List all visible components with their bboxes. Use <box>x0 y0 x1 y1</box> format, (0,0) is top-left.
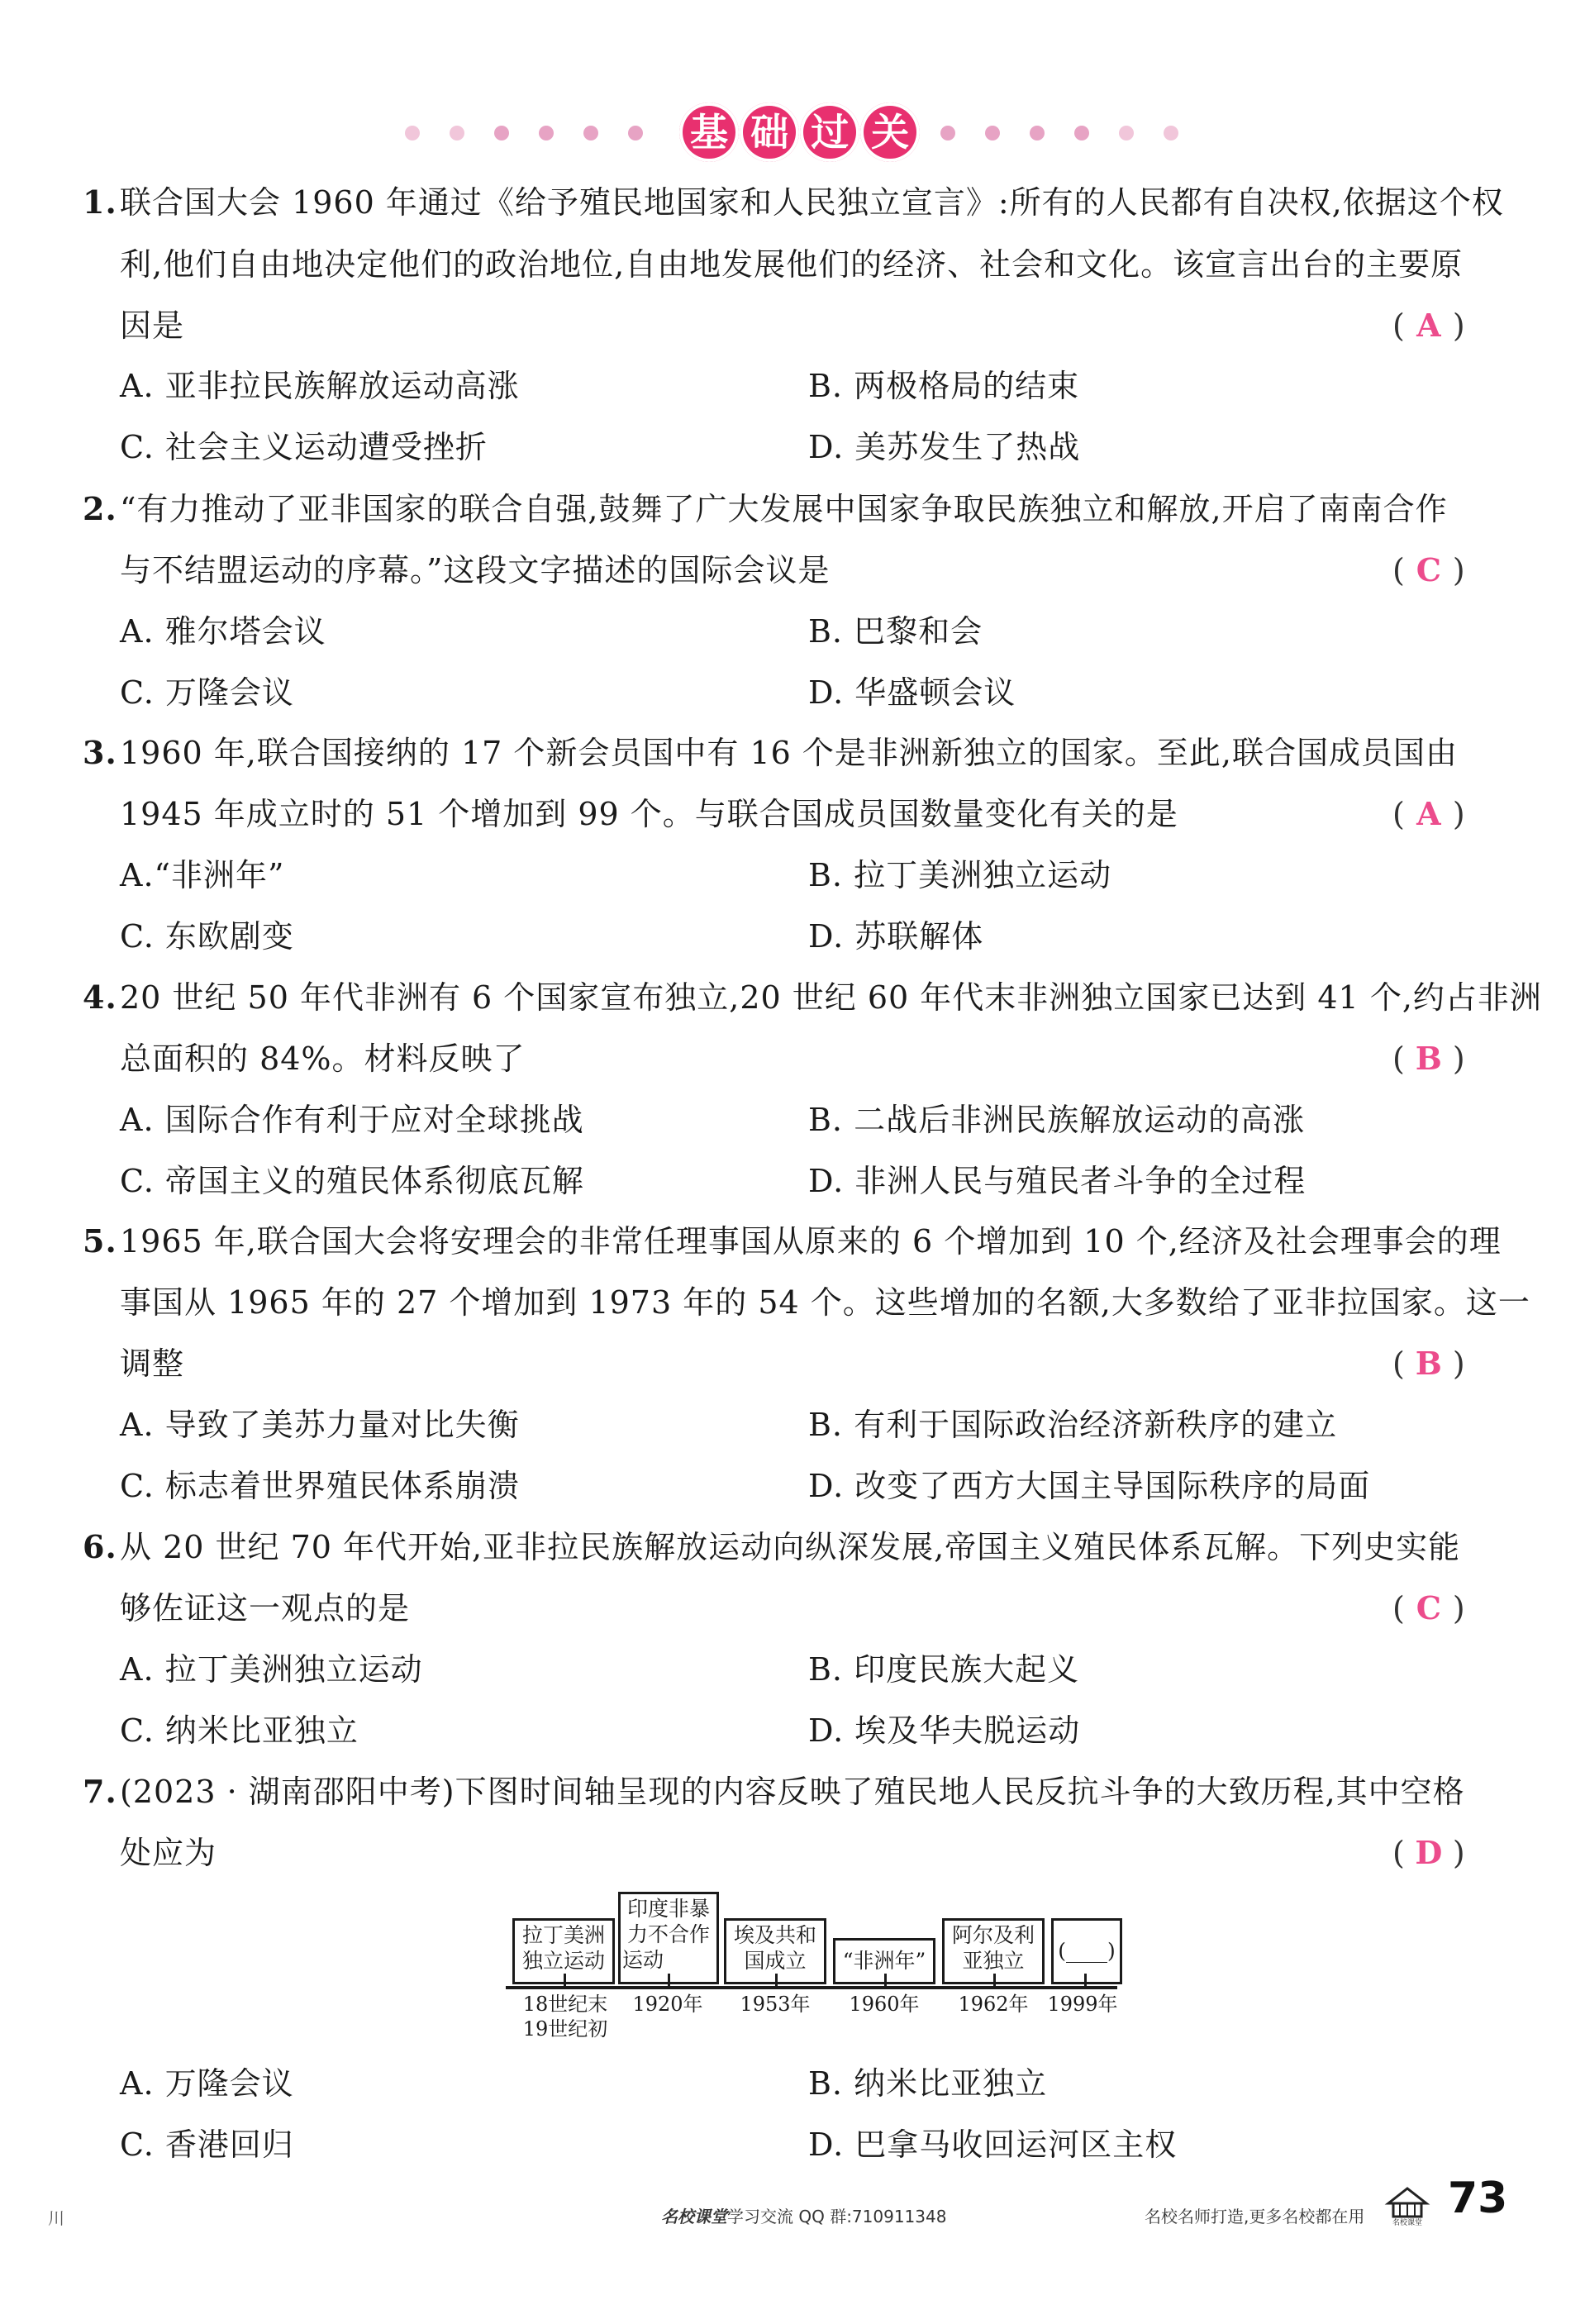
question-text: “有力推动了亚非国家的联合自强,鼓舞了广大发展中国家争取民族独立和解放,开启了南南合作 <box>120 491 1448 527</box>
brand-logo-icon <box>1382 2179 1433 2226</box>
timeline-event: 拉丁美洲 独立运动 <box>512 1918 615 1984</box>
dot-icon <box>1119 126 1134 140</box>
timeline-blank: (____) <box>1051 1918 1122 1984</box>
question-text: 1965 年,联合国大会将安理会的非常任理事国从原来的 6 个增加到 10 个,经济及社会理事会的理 <box>120 1223 1502 1260</box>
option-b: B. 拉丁美洲独立运动 <box>808 857 1112 893</box>
question-text: 调整 <box>120 1345 185 1382</box>
option-c: C. 标志着世界殖民体系崩溃 <box>120 1468 520 1504</box>
question-number: 5. <box>83 1222 117 1260</box>
question-number: 4. <box>83 979 117 1016</box>
question-text: 处应为 <box>120 1835 217 1871</box>
timeline-date: 18世纪末 19世纪初 <box>522 1993 608 2041</box>
option-a: A. 亚非拉民族解放运动高涨 <box>120 368 520 404</box>
banner-char: 基 <box>679 102 739 162</box>
question-text: 利,他们自由地决定他们的政治地位,自由地发展他们的经济、社会和文化。该宣言出台的主要原 <box>120 246 1464 283</box>
answer-letter: C <box>1416 551 1441 588</box>
option-a: A. 导致了美苏力量对比失衡 <box>120 1407 520 1443</box>
question-text: (2023 · 湖南邵阳中考)下图时间轴呈现的内容反映了殖民地人民反抗斗争的大致历程,其中空格 <box>120 1774 1465 1810</box>
dot-icon <box>494 126 509 140</box>
footer-region-mark: 川 <box>48 2208 64 2228</box>
answer-slot: ( B ) <box>1392 1345 1465 1382</box>
question-text: 1945 年成立时的 51 个增加到 99 个。与联合国成员国数量变化有关的是 <box>120 796 1178 832</box>
dot-icon <box>1164 126 1178 140</box>
answer-slot: ( C ) <box>1392 1589 1465 1626</box>
banner-char: 过 <box>800 102 859 162</box>
question-text: 事国从 1965 年的 27 个增加到 1973 年的 54 个。这些增加的名额,大多数给了亚非拉国家。这一 <box>120 1284 1530 1321</box>
svg-text:名校课堂: 名校课堂 <box>1392 2219 1423 2226</box>
timeline-tick <box>564 1974 566 1987</box>
option-b: B. 有利于国际政治经济新秩序的建立 <box>808 1407 1338 1443</box>
answer-letter: A <box>1416 307 1441 344</box>
option-c: C. 纳米比亚独立 <box>120 1712 359 1749</box>
option-d: D. 华盛顿会议 <box>808 674 1016 711</box>
answer-slot: ( A ) <box>1392 795 1465 832</box>
answer-slot: ( A ) <box>1392 307 1465 344</box>
section-banner <box>0 101 1585 167</box>
option-a: A. 雅尔塔会议 <box>120 613 326 650</box>
answer-letter: A <box>1416 795 1441 832</box>
footer-brand: 名校课堂 <box>661 2207 727 2226</box>
option-b: B. 巴黎和会 <box>808 613 983 650</box>
question-number: 3. <box>83 734 117 771</box>
option-d: D. 埃及华夫脱运动 <box>808 1712 1081 1749</box>
answer-letter: D <box>1415 1834 1443 1871</box>
footer-qq-group: 名校课堂学习交流 QQ 群:710911348 <box>661 2207 947 2226</box>
option-b: B. 二战后非洲民族解放运动的高涨 <box>808 1102 1306 1138</box>
timeline-date: 1960年 <box>849 1993 920 2016</box>
question-text: 从 20 世纪 70 年代开始,亚非拉民族解放运动向纵深发展,帝国主义殖民体系瓦解。下列史实能 <box>120 1529 1461 1565</box>
dot-icon <box>405 126 420 140</box>
option-c: C. 帝国主义的殖民体系彻底瓦解 <box>120 1163 584 1199</box>
timeline-tick <box>884 1974 887 1987</box>
dot-icon <box>1074 126 1089 140</box>
option-a: A. 国际合作有利于应对全球挑战 <box>120 1102 584 1138</box>
dot-icon <box>583 126 598 140</box>
option-c: C. 万隆会议 <box>120 674 294 711</box>
timeline-date: 1999年 <box>1047 1993 1118 2016</box>
question-text: 20 世纪 50 年代非洲有 6 个国家宣布独立,20 世纪 60 年代末非洲独立国家已达到 41 个,约占非洲 <box>120 979 1542 1016</box>
option-b: B. 纳米比亚独立 <box>808 2065 1048 2102</box>
question-text: 因是 <box>120 307 185 344</box>
question-text: 联合国大会 1960 年通过《给予殖民地国家和人民独立宣言》:所有的人民都有自决权,依据这个权 <box>120 184 1504 221</box>
timeline-date: 1920年 <box>632 1993 703 2016</box>
page-number: 73 <box>1448 2174 1508 2223</box>
timeline-tick <box>993 1974 996 1987</box>
footer-slogan: 名校名师打造,更多名校都在用 <box>1145 2207 1365 2226</box>
option-d: D. 苏联解体 <box>808 918 984 955</box>
dot-icon <box>940 126 955 140</box>
option-d: D. 改变了西方大国主导国际秩序的局面 <box>808 1468 1371 1504</box>
question-number: 7. <box>83 1773 117 1810</box>
option-a: A.“非洲年” <box>120 857 285 893</box>
dot-icon <box>450 126 464 140</box>
question-text: 总面积的 84%。材料反映了 <box>120 1041 526 1077</box>
timeline-event: 阿尔及利 亚独立 <box>942 1918 1045 1984</box>
option-b: B. 印度民族大起义 <box>808 1651 1080 1688</box>
option-c: C. 东欧剧变 <box>120 918 294 955</box>
option-c: C. 香港回归 <box>120 2126 294 2163</box>
timeline-axis <box>506 1986 1117 1989</box>
option-b: B. 两极格局的结束 <box>808 368 1080 404</box>
question-text: 与不结盟运动的序幕。”这段文字描述的国际会议是 <box>120 552 831 588</box>
timeline-event: 印度非暴 力不合作 运动 <box>618 1892 719 1984</box>
timeline-tick <box>1084 1974 1087 1987</box>
timeline-event: “非洲年” <box>833 1938 935 1984</box>
answer-slot: ( C ) <box>1392 551 1465 588</box>
question-text: 够佐证这一观点的是 <box>120 1590 411 1626</box>
answer-slot: ( D ) <box>1392 1834 1465 1871</box>
timeline-date: 1953年 <box>740 1993 811 2016</box>
question-number: 6. <box>83 1528 117 1565</box>
option-d: D. 巴拿马收回运河区主权 <box>808 2126 1178 2163</box>
timeline-tick <box>775 1974 778 1987</box>
dot-icon <box>539 126 554 140</box>
banner-dots-right <box>940 126 1208 141</box>
timeline-tick <box>668 1974 670 1987</box>
answer-letter: B <box>1415 1040 1442 1077</box>
option-c: C. 社会主义运动遭受挫折 <box>120 429 488 465</box>
question-text: 1960 年,联合国接纳的 17 个新会员国中有 16 个是非洲新独立的国家。至此,联合国成员国由 <box>120 735 1458 771</box>
option-d: D. 美苏发生了热战 <box>808 429 1081 465</box>
answer-slot: ( B ) <box>1392 1040 1465 1077</box>
question-number: 1. <box>83 183 117 221</box>
option-a: A. 拉丁美洲独立运动 <box>120 1651 423 1688</box>
answer-letter: B <box>1415 1345 1442 1382</box>
banner-char: 础 <box>740 102 799 162</box>
dot-icon <box>985 126 1000 140</box>
option-d: D. 非洲人民与殖民者斗争的全过程 <box>808 1163 1307 1199</box>
section-title <box>679 102 916 162</box>
timeline-event: 埃及共和 国成立 <box>724 1918 826 1984</box>
timeline-date: 1962年 <box>958 1993 1029 2016</box>
dot-icon <box>1030 126 1045 140</box>
banner-char: 关 <box>860 102 920 162</box>
banner-dots-left <box>405 126 673 141</box>
timeline-figure <box>496 1888 1124 2062</box>
dot-icon <box>628 126 643 140</box>
answer-letter: C <box>1416 1589 1441 1626</box>
question-number: 2. <box>83 490 117 527</box>
option-a: A. 万隆会议 <box>120 2065 294 2102</box>
